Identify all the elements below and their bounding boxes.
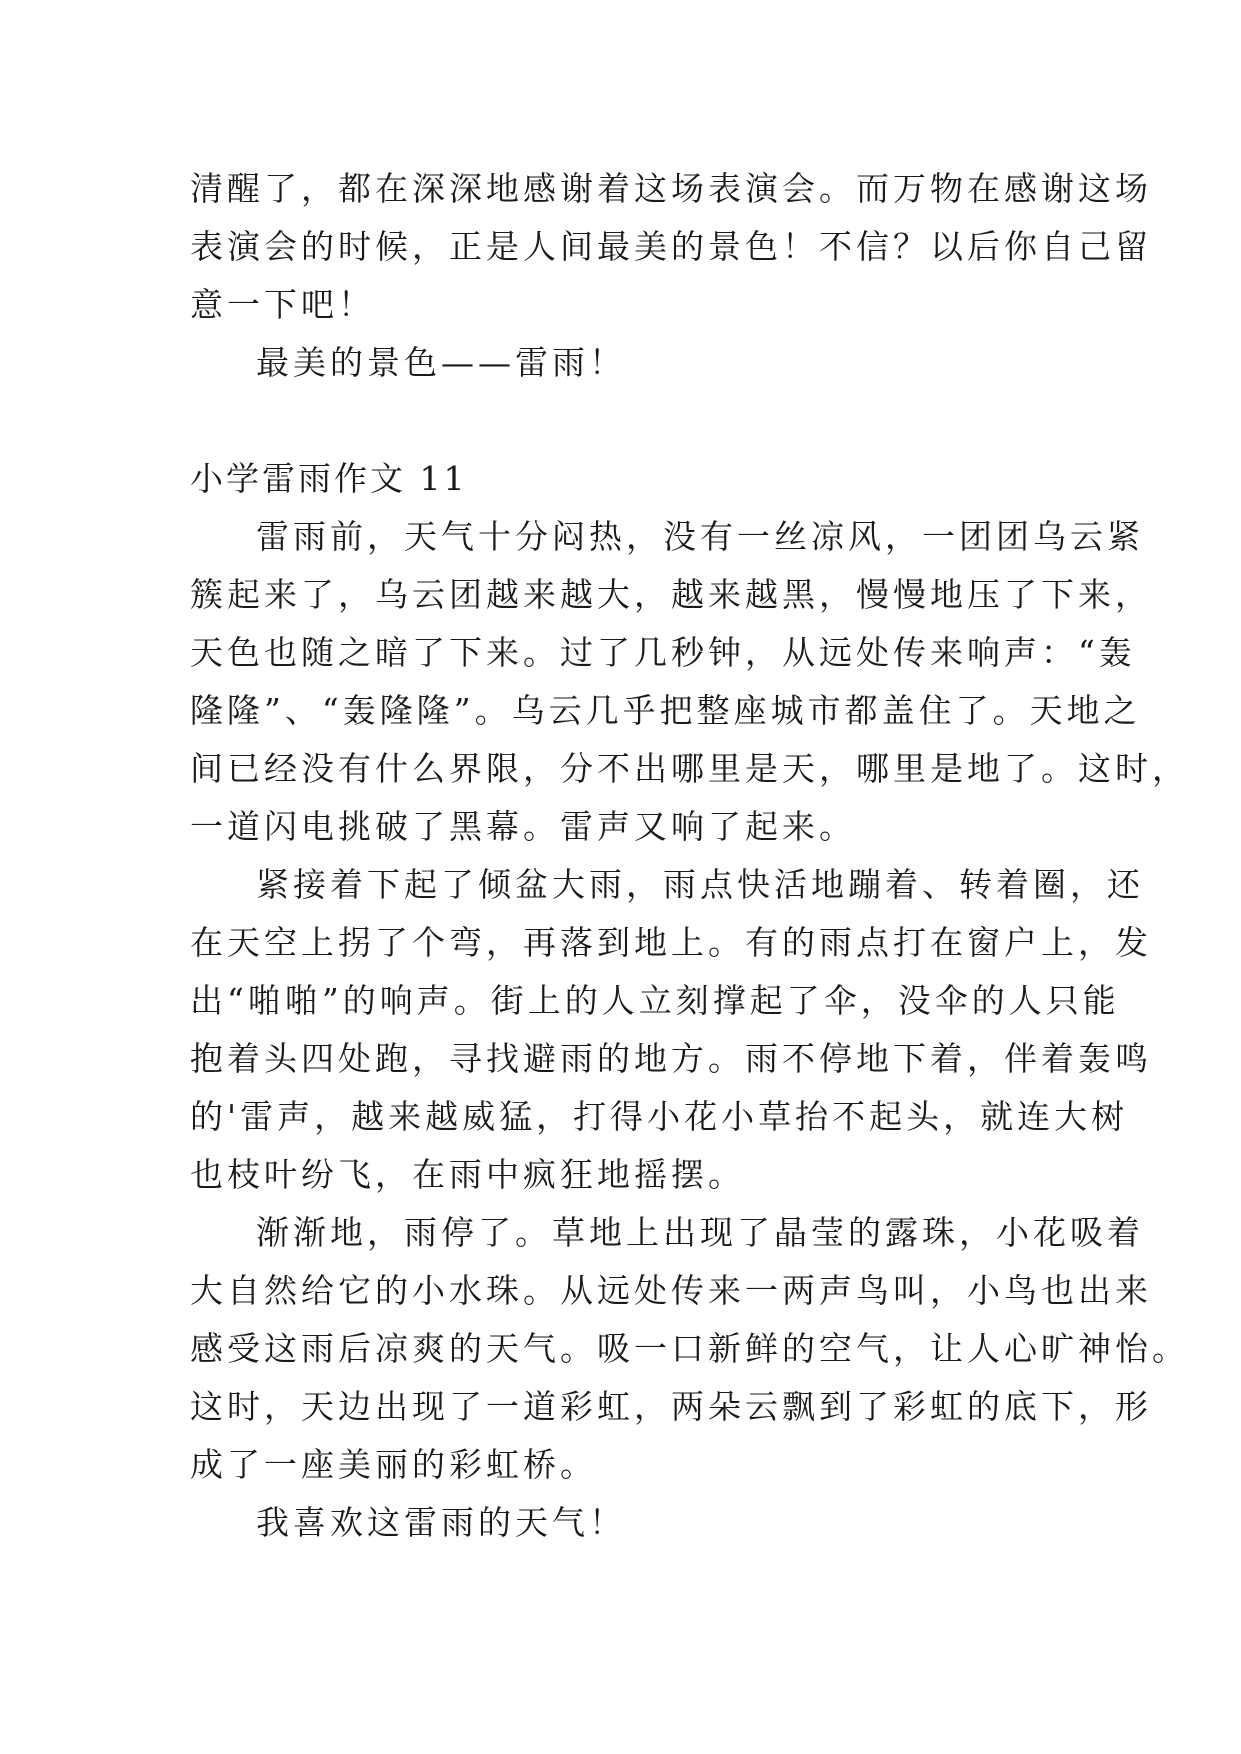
paragraph-first-line: 紧接着下起了倾盆大雨，雨点快活地蹦着、转着圈，还 [256,865,1144,904]
paragraph-first-line: 雷雨前，天气十分闷热，没有一丝凉风，一团团乌云紧 [256,517,1144,556]
text-line: 在天空上拐了个弯，再落到地上。有的雨点打在窗户上，发 [190,923,1152,962]
text-line: 清醒了，都在深深地感谢着这场表演会。而万物在感谢这场 [190,169,1152,208]
paragraph-first-line: 最美的景色——雷雨！ [256,343,626,382]
text-line: 表演会的时候，正是人间最美的景色！不信？以后你自己留 [190,227,1152,266]
text-line: 的'雷声，越来越威猛，打得小花小草抬不起头，就连大树 [190,1097,1129,1136]
text-line: 抱着头四处跑，寻找避雨的地方。雨不停地下着，伴着轰鸣 [190,1039,1152,1078]
paragraph-first-line: 渐渐地，雨停了。草地上出现了晶莹的露珠，小花吸着 [256,1213,1144,1252]
document-body [190,160,1189,1552]
text-line: 隆隆”、“轰隆隆”。乌云几乎把整座城市都盖住了。天地之 [190,691,1141,730]
section-heading: 小学雷雨作文 11 [190,459,468,498]
text-line: 一道闪电挑破了黑幕。雷声又响了起来。 [190,807,856,846]
text-line: 感受这雨后凉爽的天气。吸一口新鲜的空气，让人心旷神怡。 [190,1329,1189,1368]
text-line: 这时，天边出现了一道彩虹，两朵云飘到了彩虹的底下，形 [190,1387,1152,1426]
paragraph-first-line: 我喜欢这雷雨的天气！ [256,1503,626,1542]
text-line: 出“啪啪”的响声。街上的人立刻撑起了伞，没伞的人只能 [190,981,1120,1020]
text-line: 大自然给它的小水珠。从远处传来一两声鸟叫，小鸟也出来 [190,1271,1152,1310]
text-line: 成了一座美丽的彩虹桥。 [190,1445,597,1484]
text-line: 天色也随之暗了下来。过了几秒钟，从远处传来响声：“轰 [190,633,1136,672]
text-line: 簇起来了，乌云团越来越大，越来越黑，慢慢地压了下来， [190,575,1152,614]
text-line: 也枝叶纷飞，在雨中疯狂地摇摆。 [190,1155,745,1194]
text-line: 意一下吧！ [190,285,375,324]
text-line: 间已经没有什么界限，分不出哪里是天，哪里是地了。这时， [190,749,1189,788]
blank-line [190,392,1052,450]
